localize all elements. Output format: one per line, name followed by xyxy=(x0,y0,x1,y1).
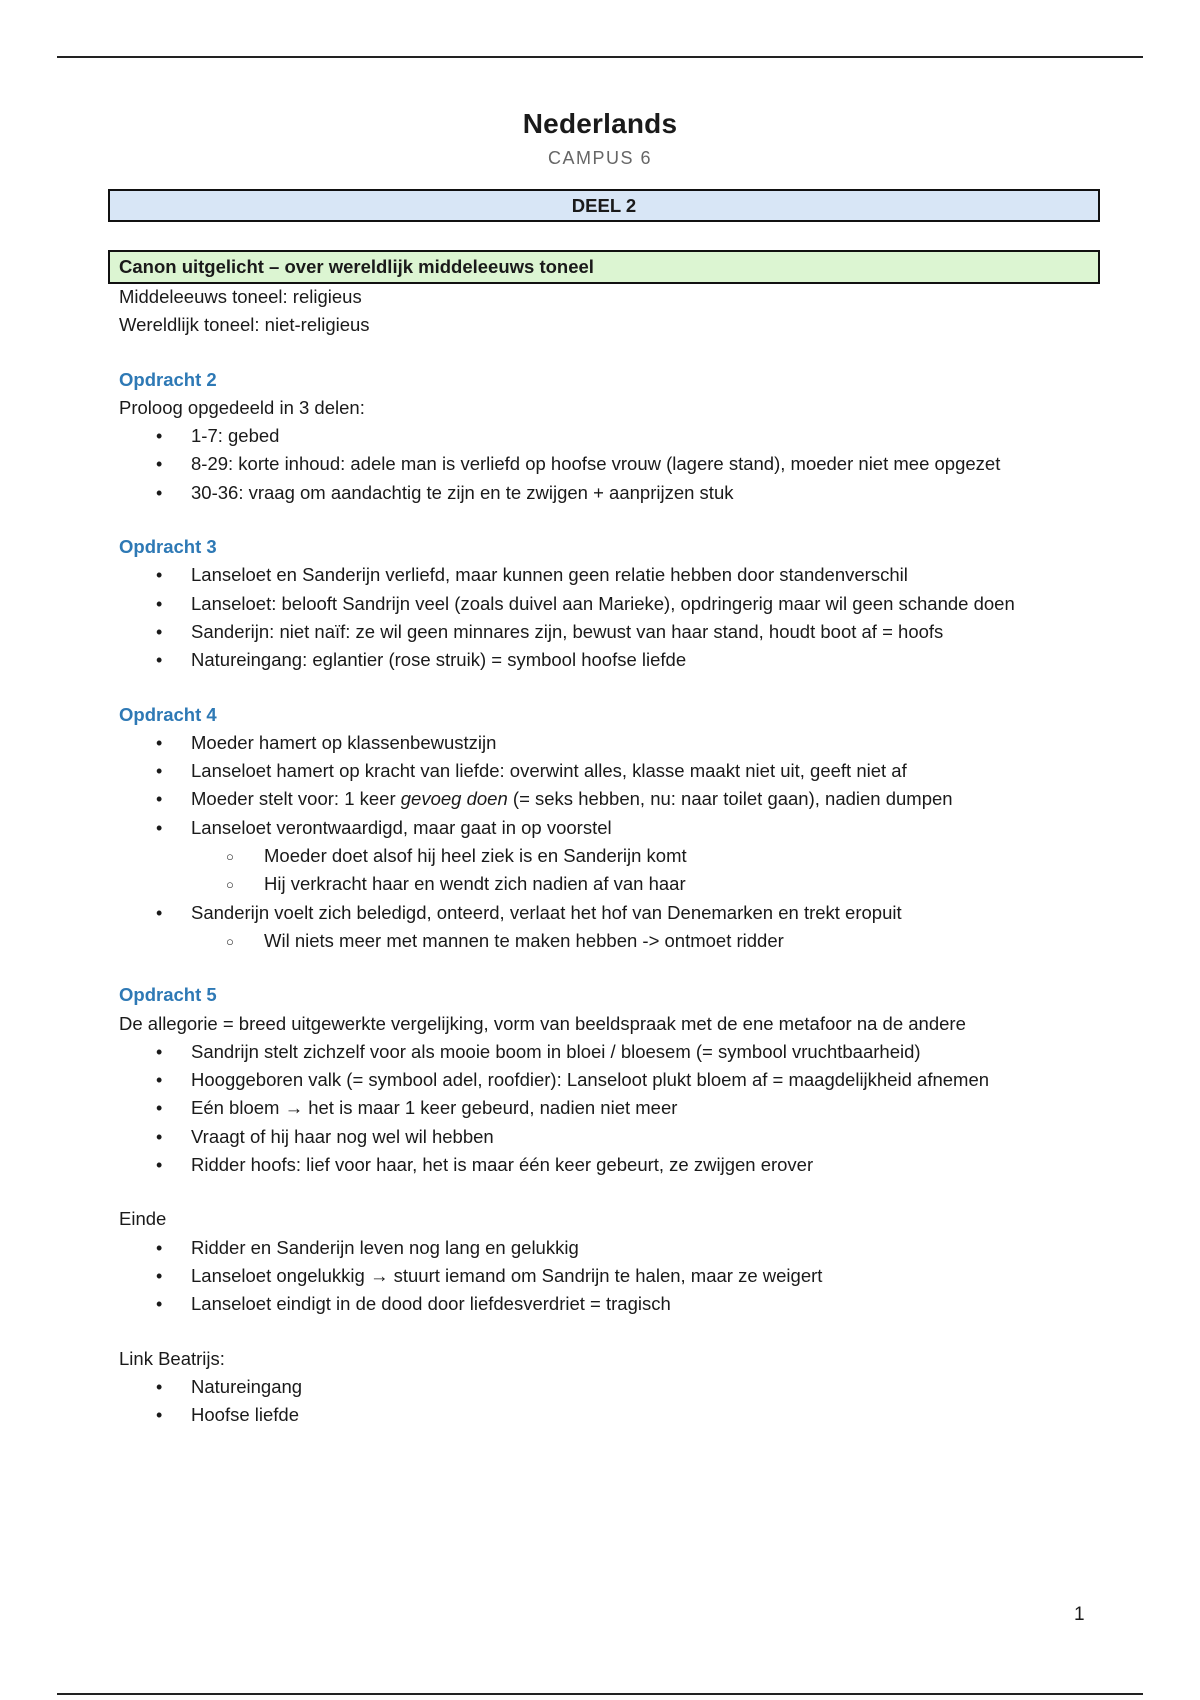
list-item: • Hooggeboren valk (= symbool adel, roofdier): Lanseloot plukt bloem af = maagdelijkheid afnemen xyxy=(119,1066,1129,1094)
bottom-rule xyxy=(57,1693,1143,1695)
list-item: • Ridder en Sanderijn leven nog lang en gelukkig xyxy=(119,1234,1129,1262)
heading-opdracht-4: Opdracht 4 xyxy=(119,703,217,725)
list-item: • Sanderijn voelt zich beledigd, onteerd, verlaat het hof van Denemarken en trekt eropuit xyxy=(119,899,1129,927)
list-item-text: Moeder stelt voor: 1 keer xyxy=(191,788,401,810)
list-item: • Hoofse liefde xyxy=(119,1401,1129,1429)
list-item: • Lanseloet ongelukkig → stuurt iemand om Sandrijn te halen, maar ze weigert xyxy=(119,1262,1129,1290)
page-title: Nederlands xyxy=(522,108,678,139)
list-item: • Sanderijn: niet naïf: ze wil geen minnares zijn, bewust van haar stand, houdt boot af = hoofs xyxy=(119,618,1129,646)
list-item: • Natureingang: eglantier (rose struik) = symbool hoofse liefde xyxy=(119,646,1129,674)
sub-list-item: ○ Hij verkracht haar en wendt zich nadien af van haar xyxy=(119,870,1129,898)
intro-line: Middeleeuws toneel: religieus xyxy=(119,286,362,307)
list-item: • Ridder hoofs: lief voor haar, het is maar één keer gebeurt, ze zwijgen erover xyxy=(119,1151,1129,1179)
heading-opdracht-5: Opdracht 5 xyxy=(119,984,217,1006)
list-item: • Lanseloet hamert op kracht van liefde: overwint alles, klasse maakt niet uit, geeft niet af xyxy=(119,757,1129,785)
heading-opdracht-2: Opdracht 2 xyxy=(119,368,217,390)
list-item: • Moeder hamert op klassenbewustzijn xyxy=(119,729,1129,757)
list-item: • Lanseloet verontwaardigd, maar gaat in op voorstel xyxy=(119,814,1129,842)
heading-einde: Einde xyxy=(119,1208,167,1230)
list-item-text: (= seks hebben, nu: naar toilet gaan), nadien dumpen xyxy=(507,788,953,810)
heading-link-beatrijs: Link Beatrijs: xyxy=(119,1347,225,1369)
document-body xyxy=(119,283,1129,1429)
list-item: • 1-7: gebed xyxy=(119,422,1129,450)
opdracht-5-lead: De allegorie = breed uitgewerkte vergelijking, vorm van beeldspraak met de ene metafoor na de andere xyxy=(119,1012,966,1034)
list-item: • Lanseloet en Sanderijn verliefd, maar kunnen geen relatie hebben door standenverschil xyxy=(119,561,1129,589)
list-item xyxy=(119,785,1129,813)
list-item: • 30-36: vraag om aandachtig te zijn en te zwijgen + aanprijzen stuk xyxy=(119,479,1129,507)
list-item: • Lanseloet: belooft Sandrijn veel (zoals duivel aan Marieke), opdringerig maar wil geen schande doen xyxy=(119,590,1129,618)
list-item: • Eén bloem → het is maar 1 keer gebeurd, nadien niet meer xyxy=(119,1094,1129,1122)
list-item: • Natureingang xyxy=(119,1373,1129,1401)
list-item: • Sandrijn stelt zichzelf voor als mooie boom in bloei / bloesem (= symbool vruchtbaarheid) xyxy=(119,1038,1129,1066)
page-number: 1 xyxy=(1074,1604,1085,1625)
sub-list-item: ○ Moeder doet alsof hij heel ziek is en Sanderijn komt xyxy=(119,842,1129,870)
opdracht-2-lead: Proloog opgedeeld in 3 delen: xyxy=(119,396,365,418)
heading-opdracht-3: Opdracht 3 xyxy=(119,536,217,558)
page-subtitle: CAMPUS 6 xyxy=(547,148,653,168)
list-item: • Lanseloet eindigt in de dood door liefdesverdriet = tragisch xyxy=(119,1290,1129,1318)
intro-line: Wereldlijk toneel: niet-religieus xyxy=(119,314,370,336)
list-item-emphasis: gevoeg doen xyxy=(400,788,508,810)
top-rule xyxy=(57,56,1143,58)
section-box-deel: DEEL 2 xyxy=(108,189,1100,222)
sub-list-item: ○ Wil niets meer met mannen te maken hebben -> ontmoet ridder xyxy=(119,927,1129,955)
list-item: • Vraagt of hij haar nog wel wil hebben xyxy=(119,1123,1129,1151)
list-item: • 8-29: korte inhoud: adele man is verliefd op hoofse vrouw (lagere stand), moeder niet mee opgezet xyxy=(119,450,1129,478)
section-box-canon: Canon uitgelicht – over wereldlijk middeleeuws toneel xyxy=(108,250,1100,284)
